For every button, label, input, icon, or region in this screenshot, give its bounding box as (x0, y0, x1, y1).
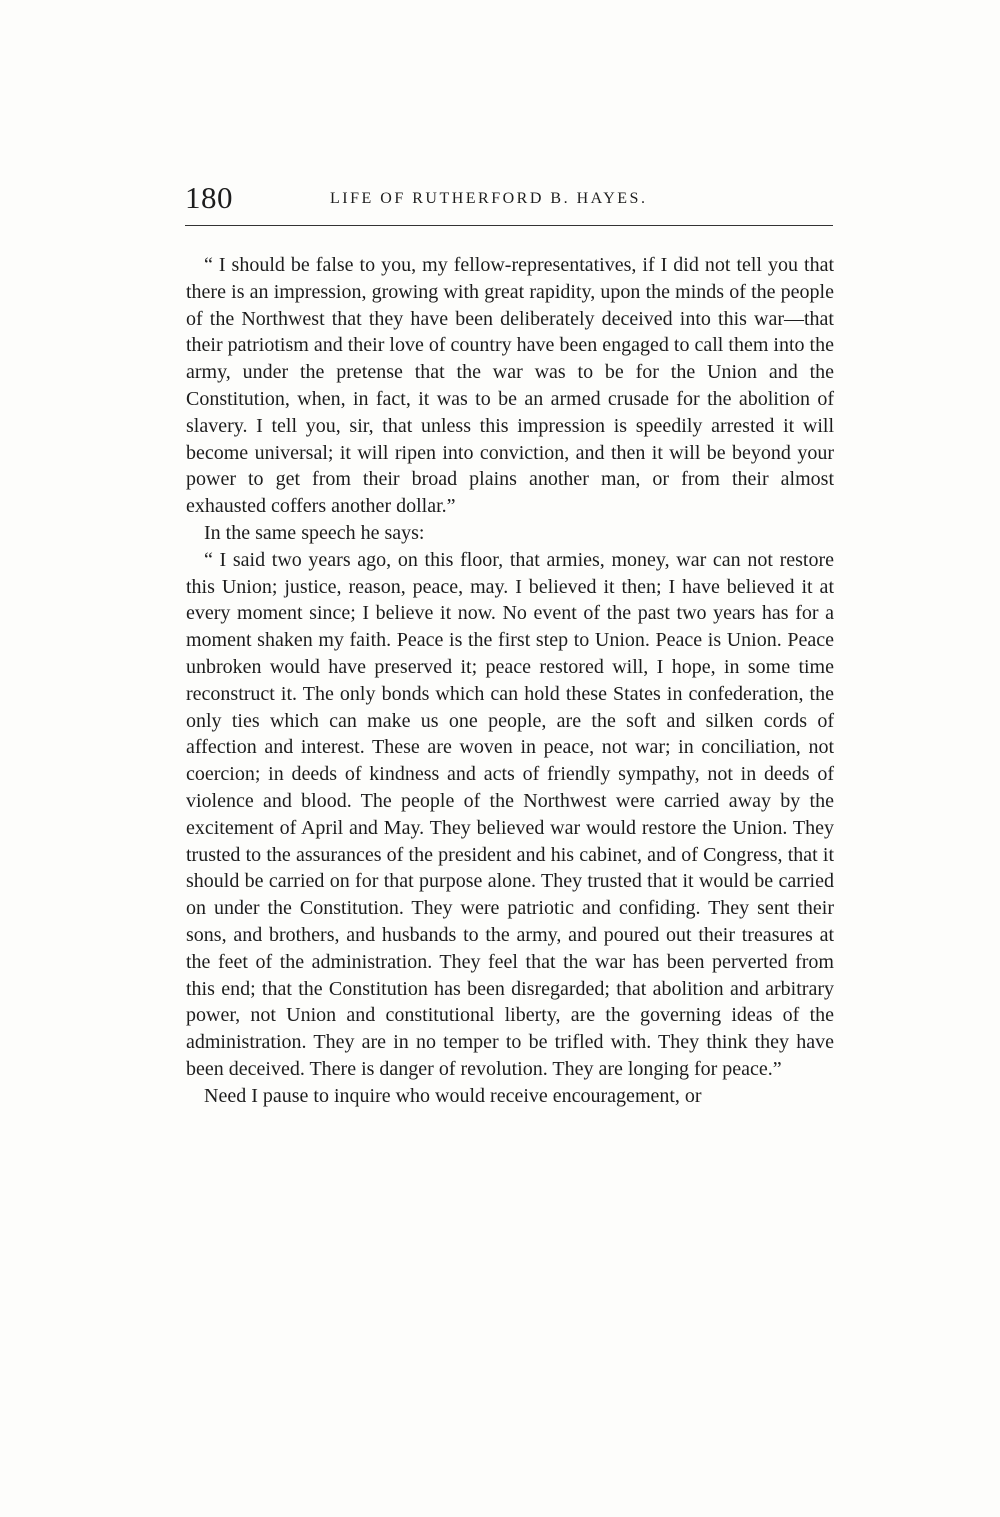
intro-paragraph: In the same speech he says: (204, 521, 425, 544)
page-number: 180 (185, 180, 233, 215)
page-header (185, 178, 835, 218)
continuation-paragraph: Need I pause to inquire who would receive encouragement, or (204, 1084, 702, 1107)
quote-paragraph-2: “ I said two years ago, on this floor, that armies, money, war can not restore this Union; justice, reason, peace, may. I believed it then; I have believed it at every moment since; I believe it now. No event of the past two years has for a moment shaken my faith. Peace is the first step to Union. Peace is Union. Peace unbroken would have preserved it; peace restored will, I hope, in some time reconstruct it. The only bonds which can hold these States in confederation, the only ties which can make us one people, are the soft and silken cords of affection and interest. These are woven in peace, not war; in conciliation, not coercion; in deeds of kindness and acts of friendly sympathy, not in deeds of violence and blood. The people of the Northwest were carried away by the excitement of April and May. They believed war would restore the Union. They trusted to the assurances of the president and his cabinet, and of Congress, that it should be carried on for that purpose alone. They trusted that it would be carried on under the Constitution. They were patriotic and confiding. They sent their sons, and brothers, and husbands to the army, and poured out their treasures at the feet of the administration. They feel that the war has been perverted from this end; that the Constitution has been disregarded; that abolition and arbitrary power, not Union and constitutional liberty, are the governing ideas of the administration. They are in no temper to be trifled with. They think they have been deceived. There is danger of revolution. They are longing for peace.” (186, 548, 834, 1080)
header-rule (185, 225, 833, 226)
quote-paragraph-1: “ I should be false to you, my fellow-representatives, if I did not tell you that there is an impression, growing with great rapidity, upon the minds of the people of the Northwest that they have been deliberately deceived into this war—that their patriotism and their love of country have been engaged to call them into the army, under the pretense that the war was to be for the Union and the Constitution, when, in fact, it was to be an armed crusade for the abolition of slavery. I tell you, sir, that unless this impression is speedily arrested it will become universal; it will ripen into conviction, and then it will be beyond your power to get from their broad plains another man, or from their almost exhausted coffers another dollar.” (186, 254, 834, 518)
body-text (186, 252, 834, 1110)
running-title: LIFE OF RUTHERFORD B. HAYES. (330, 190, 648, 207)
